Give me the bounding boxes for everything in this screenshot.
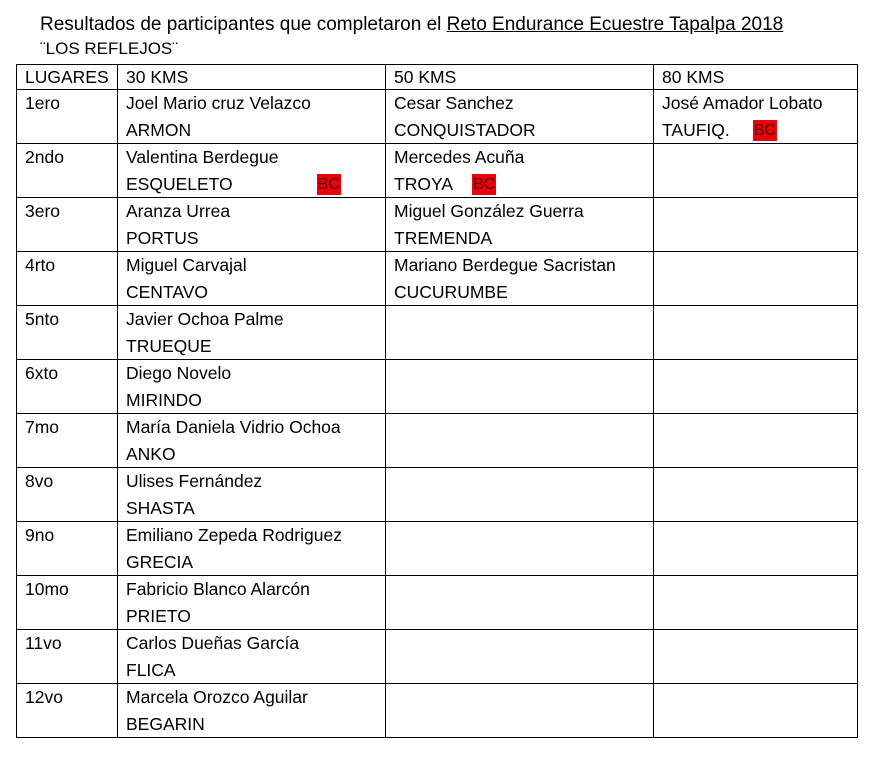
results-table bbox=[16, 64, 858, 738]
heading-prefix: Resultados de participantes que completaron el bbox=[40, 14, 447, 35]
table-row bbox=[17, 684, 858, 738]
event-name: Reto Endurance Ecuestre Tapalpa 2018 bbox=[446, 14, 784, 35]
rider-name: Fabricio Blanco Alarcón bbox=[126, 579, 310, 599]
horse-line bbox=[126, 171, 377, 198]
rider-name: Joel Mario cruz Velazco bbox=[126, 93, 311, 113]
entry-80km bbox=[654, 684, 858, 738]
horse-line bbox=[662, 117, 849, 144]
table-row bbox=[17, 468, 858, 522]
place-cell: 1ero bbox=[17, 90, 118, 144]
horse-name: MIRINDO bbox=[126, 389, 202, 410]
rider-name: Mariano Berdegue Sacristan bbox=[394, 255, 616, 275]
table-row bbox=[17, 306, 858, 360]
horse-name: ANKO bbox=[126, 443, 176, 464]
rider-name: Emiliano Zepeda Rodriguez bbox=[126, 525, 342, 545]
entry-30km bbox=[118, 576, 386, 630]
rider-name: Marcela Orozco Aguilar bbox=[126, 687, 308, 707]
horse-name: PRIETO bbox=[126, 605, 191, 626]
horse-name: CONQUISTADOR bbox=[394, 119, 536, 140]
horse-name: PORTUS bbox=[126, 227, 199, 248]
place-cell: 9no bbox=[17, 522, 118, 576]
entry-50km bbox=[386, 630, 654, 684]
place-cell: 10mo bbox=[17, 576, 118, 630]
entry-30km bbox=[118, 522, 386, 576]
table-header-row bbox=[17, 65, 858, 90]
table-row bbox=[17, 252, 858, 306]
table-row bbox=[17, 90, 858, 144]
entry-50km bbox=[386, 522, 654, 576]
horse-name: TAUFIQ. bbox=[662, 119, 730, 140]
rider-name: Javier Ochoa Palme bbox=[126, 309, 284, 329]
place-cell: 2ndo bbox=[17, 144, 118, 198]
entry-80km bbox=[654, 360, 858, 414]
horse-name: ESQUELETO bbox=[126, 173, 233, 194]
table-row bbox=[17, 522, 858, 576]
entry-30km bbox=[118, 306, 386, 360]
entry-80km bbox=[654, 198, 858, 252]
rider-name: Cesar Sanchez bbox=[394, 93, 514, 113]
entry-50km bbox=[386, 90, 654, 144]
entry-80km bbox=[654, 468, 858, 522]
place-cell: 5nto bbox=[17, 306, 118, 360]
rider-name: Valentina Berdegue bbox=[126, 147, 279, 167]
horse-name: TRUEQUE bbox=[126, 335, 212, 356]
document-heading bbox=[40, 12, 783, 37]
horse-line bbox=[394, 171, 645, 198]
table-row bbox=[17, 198, 858, 252]
bc-badge: BC bbox=[473, 175, 496, 193]
table-row bbox=[17, 414, 858, 468]
rider-name: Miguel González Guerra bbox=[394, 201, 584, 221]
entry-50km bbox=[386, 468, 654, 522]
entry-30km bbox=[118, 684, 386, 738]
entry-30km bbox=[118, 414, 386, 468]
entry-50km bbox=[386, 306, 654, 360]
entry-30km bbox=[118, 252, 386, 306]
rider-name: Carlos Dueñas García bbox=[126, 633, 300, 653]
entry-30km bbox=[118, 360, 386, 414]
entry-50km bbox=[386, 684, 654, 738]
header-30km: 30 KMS bbox=[118, 65, 386, 90]
entry-30km bbox=[118, 468, 386, 522]
place-cell: 3ero bbox=[17, 198, 118, 252]
table-row bbox=[17, 630, 858, 684]
rider-name: Aranza Urrea bbox=[126, 201, 231, 221]
place-cell: 11vo bbox=[17, 630, 118, 684]
entry-80km bbox=[654, 576, 858, 630]
entry-80km bbox=[654, 144, 858, 198]
rider-name: José Amador Lobato bbox=[662, 93, 823, 113]
entry-80km bbox=[654, 306, 858, 360]
entry-30km bbox=[118, 630, 386, 684]
place-cell: 8vo bbox=[17, 468, 118, 522]
horse-name: TREMENDA bbox=[394, 227, 493, 248]
entry-50km bbox=[386, 414, 654, 468]
entry-80km bbox=[654, 90, 858, 144]
horse-name: BEGARIN bbox=[126, 713, 205, 734]
horse-name: CUCURUMBE bbox=[394, 281, 508, 302]
entry-50km bbox=[386, 198, 654, 252]
table-row bbox=[17, 360, 858, 414]
event-subtitle: ¨LOS REFLEJOS¨ bbox=[40, 39, 178, 58]
entry-50km bbox=[386, 144, 654, 198]
horse-name: ARMON bbox=[126, 119, 192, 140]
place-cell: 4rto bbox=[17, 252, 118, 306]
place-cell: 7mo bbox=[17, 414, 118, 468]
entry-30km bbox=[118, 90, 386, 144]
entry-80km bbox=[654, 630, 858, 684]
header-50km: 50 KMS bbox=[386, 65, 654, 90]
header-place: LUGARES bbox=[17, 65, 118, 90]
entry-80km bbox=[654, 522, 858, 576]
header-80km: 80 KMS bbox=[654, 65, 858, 90]
entry-50km bbox=[386, 252, 654, 306]
rider-name: María Daniela Vidrio Ochoa bbox=[126, 417, 341, 437]
rider-name: Mercedes Acuña bbox=[394, 147, 525, 167]
rider-name: Miguel Carvajal bbox=[126, 255, 247, 275]
place-cell: 6xto bbox=[17, 360, 118, 414]
rider-name: Diego Novelo bbox=[126, 363, 232, 383]
entry-80km bbox=[654, 414, 858, 468]
horse-name: TROYA bbox=[394, 173, 453, 194]
table-row bbox=[17, 144, 858, 198]
entry-30km bbox=[118, 144, 386, 198]
entry-50km bbox=[386, 576, 654, 630]
horse-name: CENTAVO bbox=[126, 281, 208, 302]
entry-50km bbox=[386, 360, 654, 414]
place-cell: 12vo bbox=[17, 684, 118, 738]
rider-name: Ulises Fernández bbox=[126, 471, 263, 491]
bc-badge: BC bbox=[753, 121, 776, 139]
table-row bbox=[17, 576, 858, 630]
entry-30km bbox=[118, 198, 386, 252]
horse-name: FLICA bbox=[126, 659, 176, 680]
entry-80km bbox=[654, 252, 858, 306]
horse-name: GRECIA bbox=[126, 551, 194, 572]
bc-badge: BC bbox=[317, 175, 340, 193]
horse-name: SHASTA bbox=[126, 497, 195, 518]
